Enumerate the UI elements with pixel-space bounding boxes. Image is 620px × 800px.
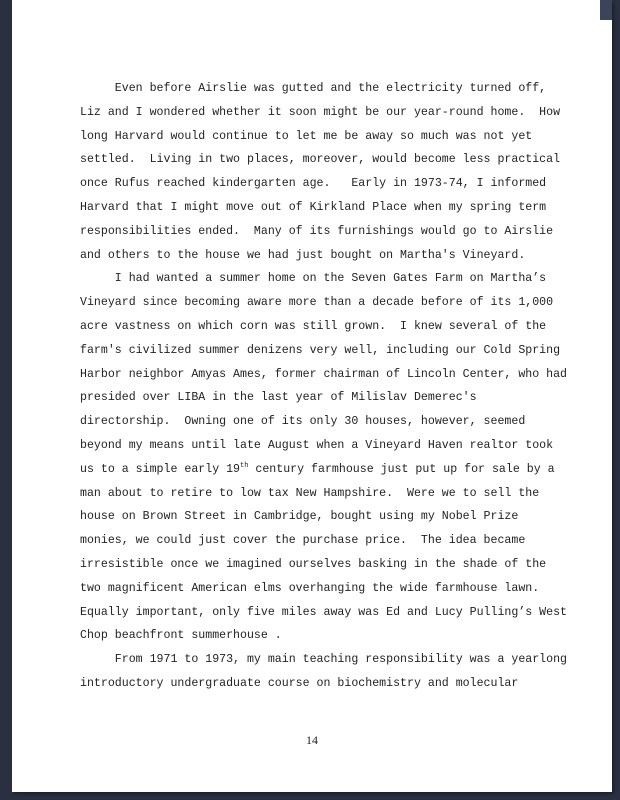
- text-line: Chop beachfront summerhouse .: [80, 629, 282, 643]
- text-line: Harvard that I might move out of Kirkland Place when my spring term: [80, 200, 547, 214]
- page-corner-background: [600, 0, 612, 20]
- text-line-with-superscript: [80, 458, 555, 482]
- text-line: presided over LIBA in the last year of Milislav Demerec's: [80, 391, 477, 405]
- text-line: Harbor neighbor Amyas Ames, former chairman of Lincoln Center, who had: [80, 367, 568, 381]
- text-segment: century farmhouse just put up for sale by a: [248, 462, 555, 476]
- page-number: 14: [306, 733, 318, 747]
- text-line: settled. Living in two places, moreover, would become less practical: [80, 153, 561, 167]
- text-line: two magnificent American elms overhanging the wide farmhouse lawn.: [80, 581, 540, 595]
- text-line: once Rufus reached kindergarten age. Early in 1973-74, I informed: [80, 177, 547, 191]
- text-line: Liz and I wondered whether it soon might be our year-round home. How: [80, 105, 561, 119]
- text-line: Vineyard since becoming aware more than a decade before of its 1,000: [80, 296, 554, 310]
- text-line: introductory undergraduate course on biochemistry and molecular: [80, 676, 519, 690]
- text-line: farm's civilized summer denizens very well, including our Cold Spring: [80, 343, 561, 357]
- text-line: house on Brown Street in Cambridge, bought using my Nobel Prize: [80, 510, 519, 524]
- document-body: [80, 77, 568, 696]
- text-line: Equally important, only five miles away was Ed and Lucy Pulling’s West: [80, 605, 568, 619]
- document-page: [12, 0, 612, 792]
- text-line: From 1971 to 1973, my main teaching responsibility was a yearlong: [80, 653, 568, 667]
- text-line: irresistible once we imagined ourselves basking in the shade of the: [80, 557, 547, 571]
- text-line: beyond my means until late August when a Vineyard Haven realtor took: [80, 438, 554, 452]
- text-segment: us to a simple early 19: [80, 462, 241, 476]
- ordinal-superscript: th: [240, 461, 249, 470]
- text-line: acre vastness on which corn was still grown. I knew several of the: [80, 319, 547, 333]
- text-line: Even before Airslie was gutted and the electricity turned off,: [80, 82, 547, 95]
- text-line: directorship. Owning one of its only 30 houses, however, seemed: [80, 415, 526, 429]
- text-line: and others to the house we had just bought on Martha's Vineyard.: [80, 248, 526, 262]
- text-line: long Harvard would continue to let me be away so much was not yet: [80, 129, 533, 143]
- text-line: monies, we could just cover the purchase price. The idea became: [80, 534, 526, 548]
- text-line: responsibilities ended. Many of its furnishings would go to Airslie: [80, 224, 554, 238]
- text-line: man about to retire to low tax New Hampshire. Were we to sell the: [80, 486, 540, 500]
- text-line: I had wanted a summer home on the Seven Gates Farm on Martha’s: [80, 272, 547, 286]
